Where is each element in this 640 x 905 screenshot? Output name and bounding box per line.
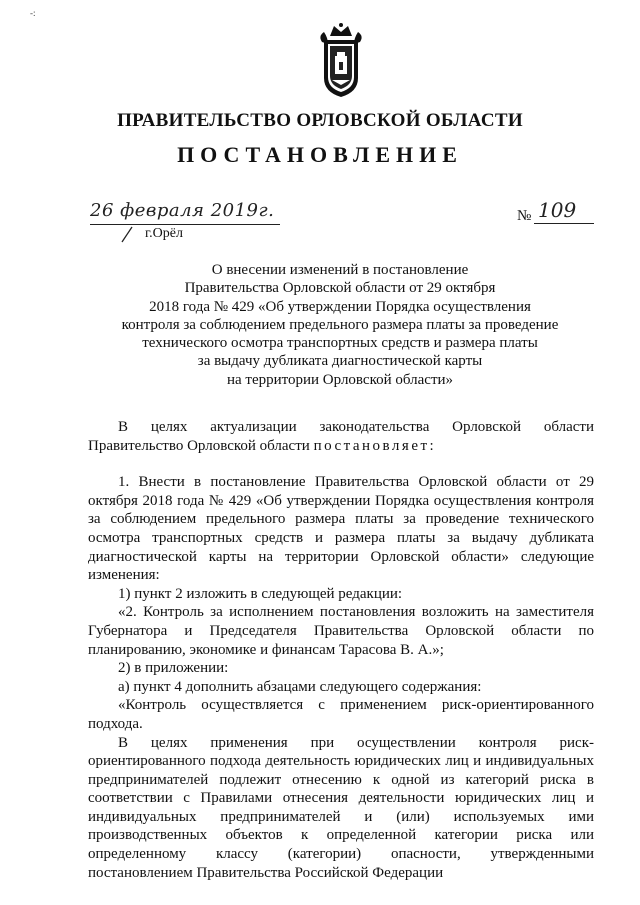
handwritten-number: 109 bbox=[538, 198, 577, 222]
body-paragraph: «Контроль осуществляется с применением риск-ориентированного подхода. bbox=[88, 697, 594, 732]
document-heading bbox=[100, 261, 580, 389]
city: г.Орёл bbox=[145, 226, 183, 241]
heading-line: контроля за соблюдением предельного размера платы за проведение bbox=[121, 316, 559, 333]
body-paragraph: а) пункт 4 дополнить абзацами следующего содержания: bbox=[118, 678, 482, 695]
date-field bbox=[90, 200, 280, 221]
body-paragraph: В целях применения при осуществлении контроля риск-ориентированного подхода деятельность юридических лиц и индивидуальных предпринимателей подлежит отнесению к одной из категорий риска в соответствии с Правилами отнесения деятельности юридических лиц и индивидуальных предпринимателей и (или) используемых ими производственных объектов к определенной категории риска или определенному классу (категории) опасности, утвержденными постановлением Правительства Российской Федерации bbox=[88, 734, 594, 881]
number-underline bbox=[534, 223, 594, 224]
heading-line: на территории Орловской области» bbox=[226, 371, 454, 388]
heading-line: Правительства Орловской области от 29 октября bbox=[184, 280, 496, 297]
coat-of-arms-icon bbox=[316, 22, 366, 98]
heading-line: за выдачу дубликата диагностической карты bbox=[197, 353, 483, 370]
government-title: ПРАВИТЕЛЬСТВО ОРЛОВСКОЙ ОБЛАСТИ bbox=[117, 110, 523, 131]
heading-line: 2018 года № 429 «Об утверждении Порядка осуществления bbox=[149, 298, 531, 315]
body-paragraph: 1) пункт 2 изложить в следующей редакции: bbox=[118, 585, 403, 602]
body-paragraph: «2. Контроль за исполнением постановления возложить на заместителя Губернатора и Председателя Правительства Орловской области по планированию, экономике и финансам Тарасова В. А.»; bbox=[88, 604, 594, 658]
heading-line: технического осмотра транспортных средств и размера платы bbox=[142, 335, 538, 352]
corner-mark: -: bbox=[30, 8, 36, 18]
number-label: № bbox=[517, 208, 532, 224]
document-type: ПОСТАНОВЛЕНИЕ bbox=[177, 142, 463, 167]
body-paragraph: 2) в приложении: bbox=[118, 660, 229, 677]
body-paragraph: 1. Внести в постановление Правительства Орловской области от 29 октября 2018 года № 429 «Об утверждении Порядка осуществления контроля за соблюдением предельного размера платы за проведение технического осмотра транспортных средств и размера платы за выдачу дубликата диагностической карты на территории Орловской области» следующие изменения: bbox=[88, 474, 594, 584]
date-underline bbox=[90, 224, 280, 225]
preamble-paragraph bbox=[88, 418, 594, 455]
handwritten-stroke-icon bbox=[118, 226, 136, 244]
handwritten-date: 26 февраля 2019г. bbox=[90, 200, 275, 221]
preamble-text: В целях актуализации законодательства Орловской области Правительство Орловской области bbox=[88, 419, 594, 454]
heading-line: О внесении изменений в постановление bbox=[211, 262, 469, 278]
document-body bbox=[88, 418, 594, 882]
preamble-keyword: постановляет: bbox=[313, 437, 437, 454]
